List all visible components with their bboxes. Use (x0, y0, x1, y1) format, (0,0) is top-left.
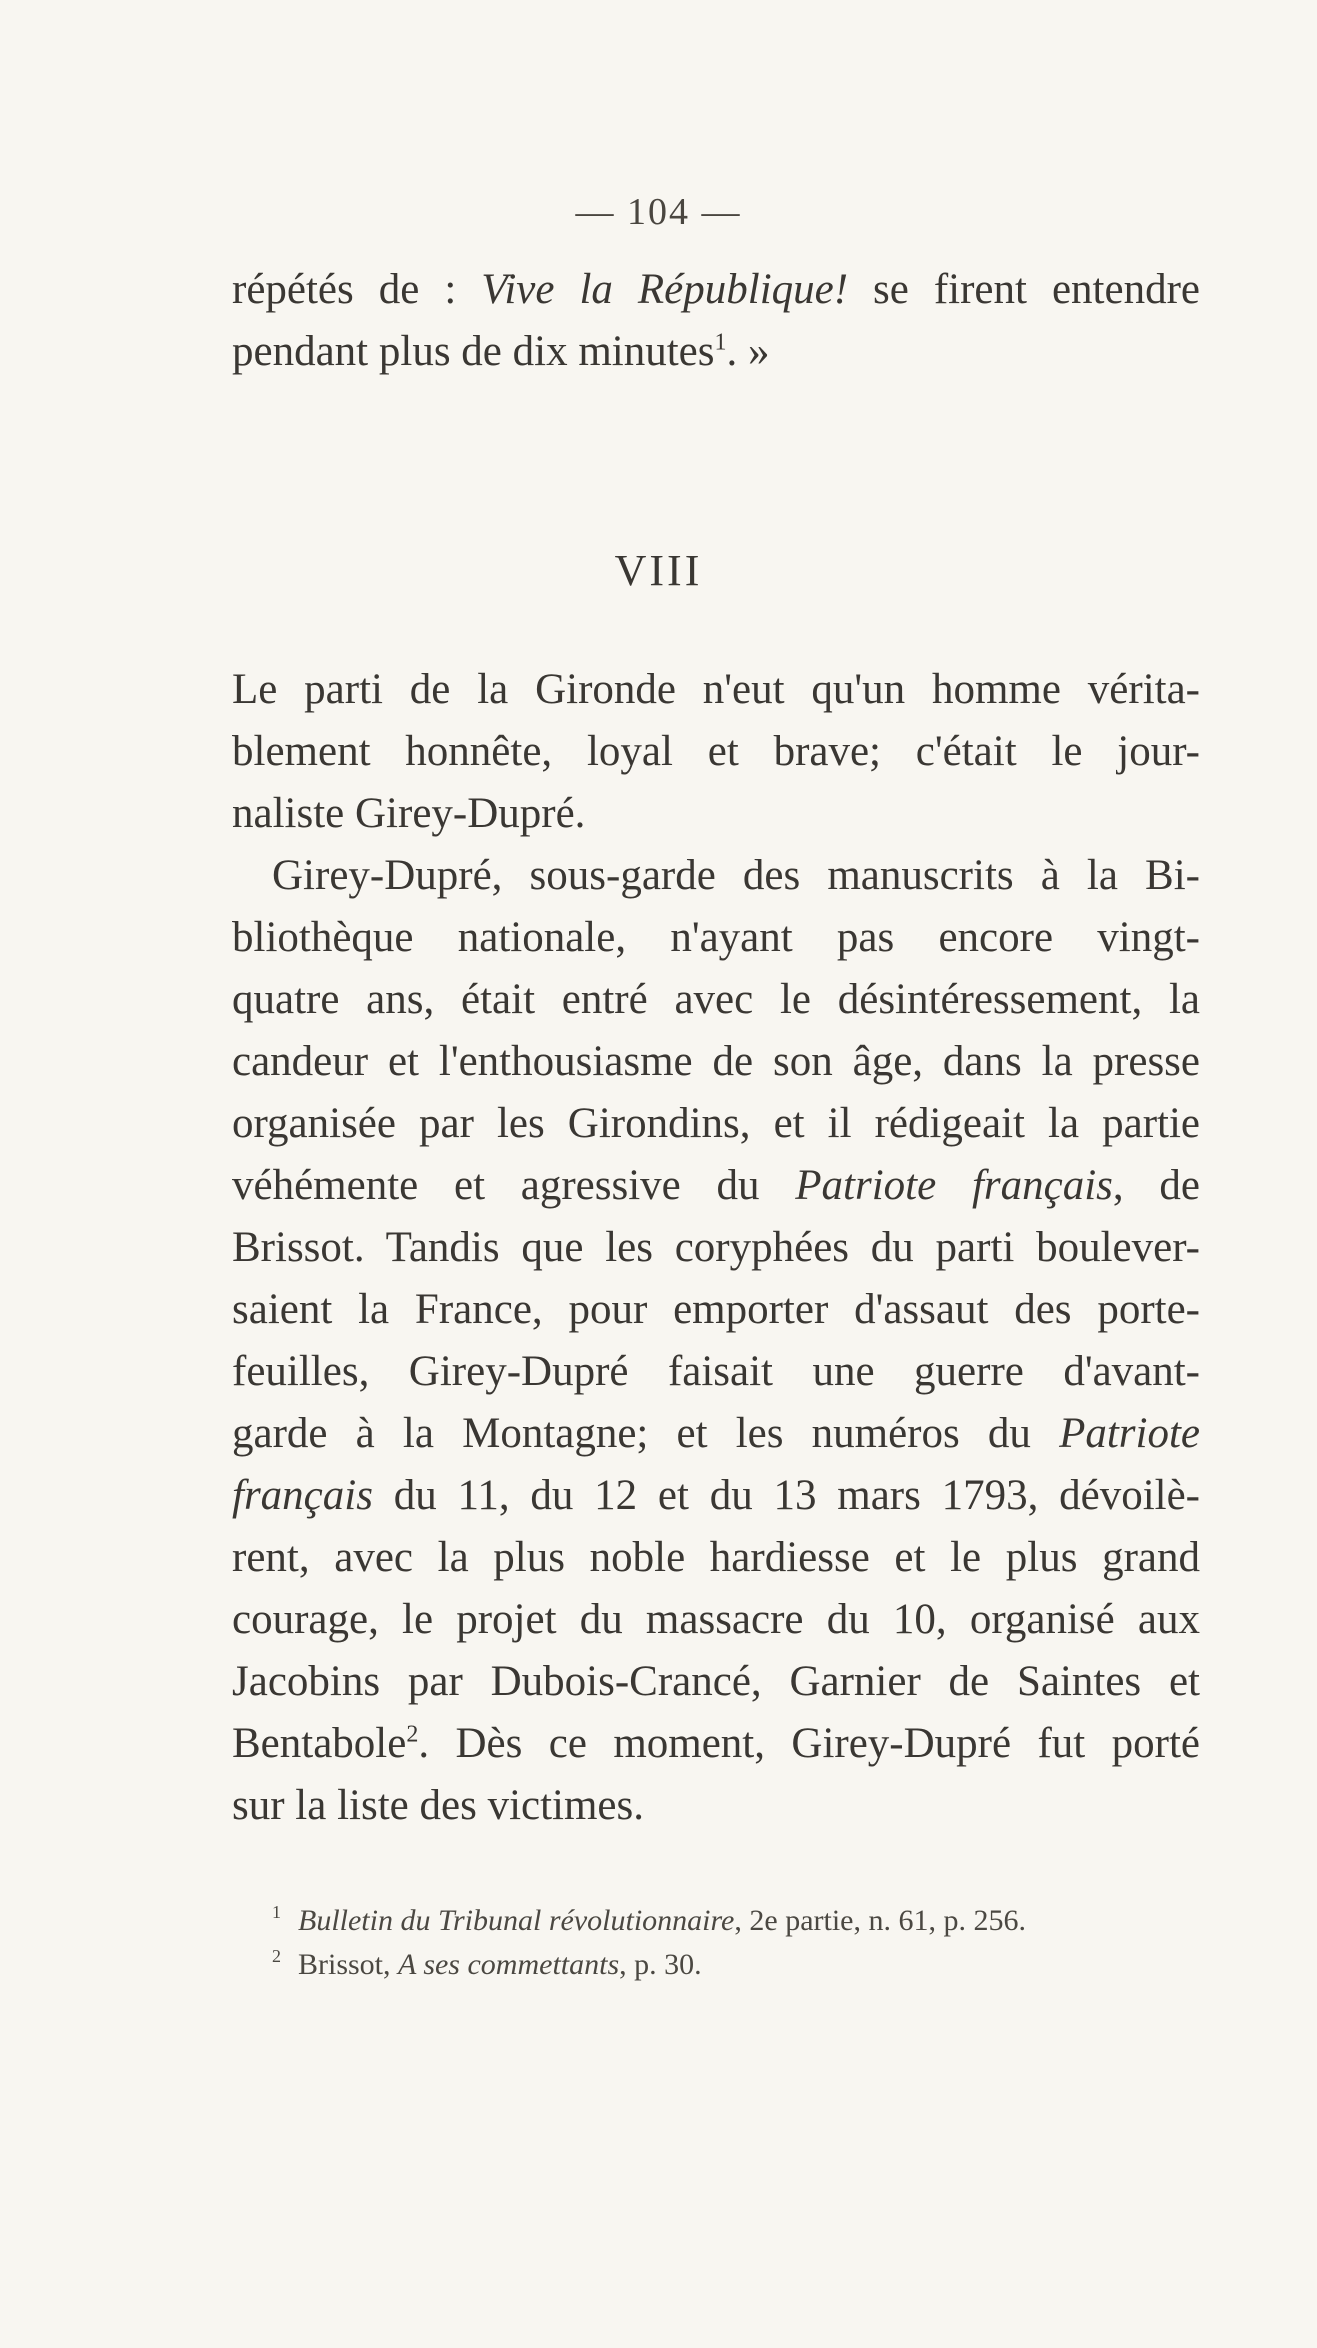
text-line: saient la France, pour emporter d'assaut des porte- (232, 1286, 1200, 1333)
text-line (232, 268, 1200, 311)
text-line: naliste Girey-Dupré. (232, 790, 586, 837)
text-span: pendant plus de dix minutes (232, 328, 715, 375)
page-number: — 104 — (575, 191, 742, 233)
text-line: courage, le projet du massacre du 10, organisé aux (232, 1596, 1200, 1643)
text-span: du 11, du 12 et du 13 mars 1793, dévoilè- (372, 1472, 1200, 1519)
text-line (232, 330, 1200, 373)
text-line: Brissot. Tandis que les coryphées du parti boulever- (232, 1224, 1200, 1271)
footnote-number: 1 (272, 1902, 281, 1922)
footnote-ref: 2 (406, 1721, 419, 1748)
text-line: Jacobins par Dubois-Crancé, Garnier de Saintes et (232, 1658, 1200, 1705)
footnote-ref: 1 (714, 329, 727, 356)
text-line (232, 1164, 1200, 1207)
text-line (232, 1474, 1200, 1517)
text-line: quatre ans, était entré avec le désintéressement, la (232, 976, 1200, 1023)
text-line: Girey-Dupré, sous-garde des manuscrits à la Bi- (272, 852, 1200, 899)
italic-text: Patriote (1059, 1410, 1200, 1457)
text-line: bliothèque nationale, n'ayant pas encore vingt- (232, 914, 1200, 961)
footnote-number: 2 (272, 1946, 281, 1966)
text-span: , de (1112, 1162, 1201, 1209)
section-heading: VIII (614, 546, 703, 595)
text-span: garde à la Montagne; et les numéros du (232, 1410, 1060, 1457)
text-line: sur la liste des victimes. (232, 1782, 645, 1829)
text-line: feuilles, Girey-Dupré faisait une guerre d'avant- (232, 1348, 1200, 1395)
footnote (298, 1906, 1026, 1936)
text-span: , 2e partie, n. 61, p. 256. (734, 1904, 1026, 1937)
text-line: Le parti de la Gironde n'eut qu'un homme vérita- (232, 666, 1200, 713)
italic-text: français (232, 1472, 373, 1519)
text-span: Brissot, (298, 1948, 399, 1981)
text-span: se firent entendre (848, 266, 1200, 313)
text-span: répétés de : (232, 266, 482, 313)
italic-text: Patriote français (795, 1162, 1113, 1209)
text-line: blement honnête, loyal et brave; c'était le jour- (232, 728, 1200, 775)
text-span: , p. 30. (619, 1948, 702, 1981)
italic-text: A ses commettants (398, 1948, 620, 1981)
text-line: rent, avec la plus noble hardiesse et le plus grand (232, 1534, 1200, 1581)
text-span: . » (726, 328, 770, 375)
text-line: candeur et l'enthousiasme de son âge, dans la presse (232, 1038, 1200, 1085)
text-span: . Dès ce moment, Girey-Dupré fut porté (418, 1720, 1200, 1767)
italic-text: Bulletin du Tribunal révolutionnaire (298, 1904, 735, 1937)
italic-text: Vive la République! (481, 266, 849, 313)
text-line: organisée par les Girondins, et il rédigeait la partie (232, 1100, 1200, 1147)
text-span: Bentabole (232, 1720, 407, 1767)
footnote (298, 1950, 702, 1980)
text-span: véhémente et agressive du (232, 1162, 796, 1209)
text-line (232, 1412, 1200, 1455)
text-line (232, 1722, 1200, 1765)
